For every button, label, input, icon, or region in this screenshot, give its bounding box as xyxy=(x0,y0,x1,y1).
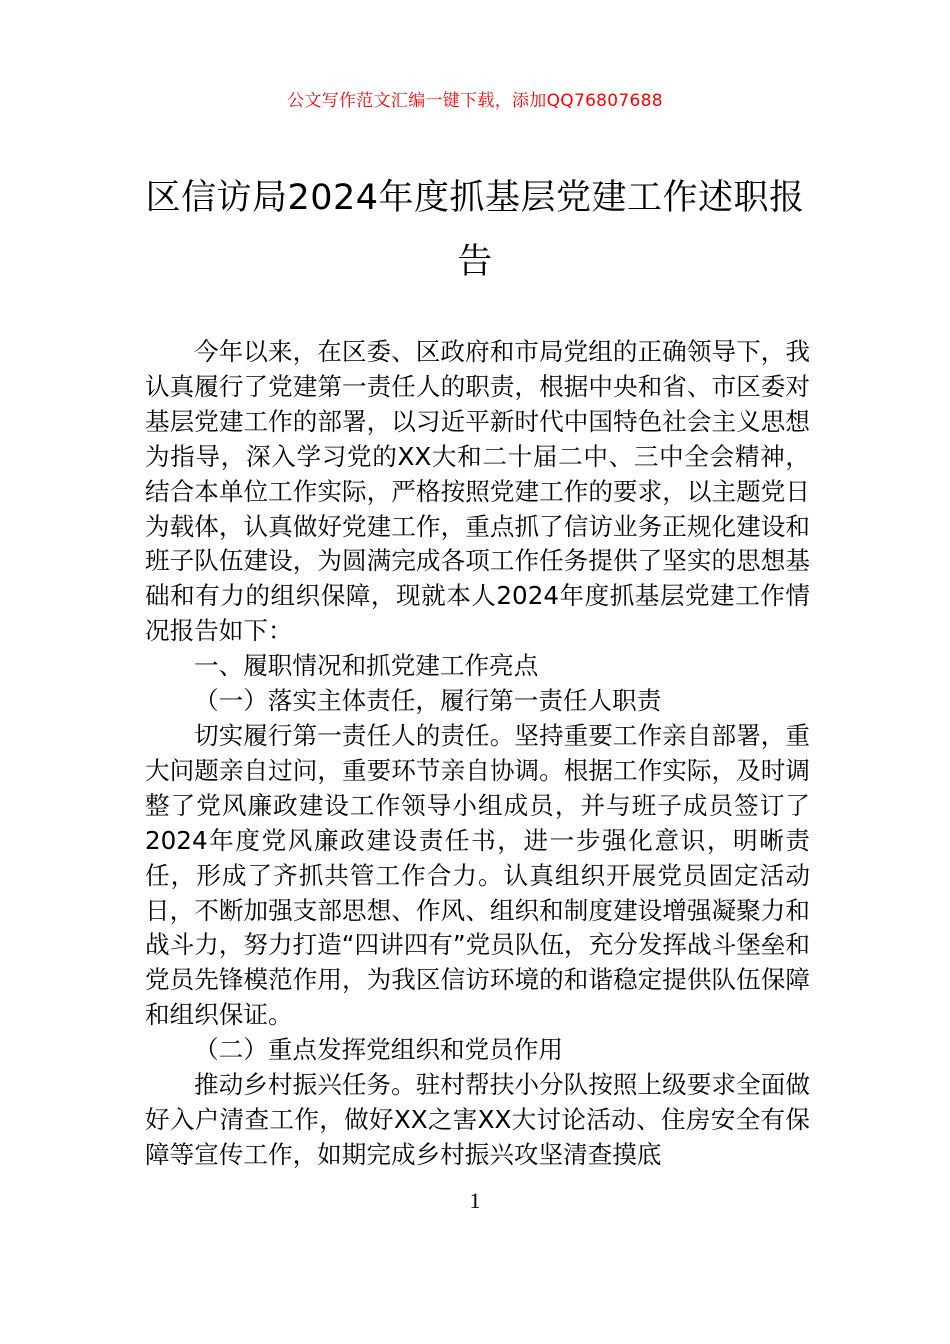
document-title: 区信访局2024年度抓基层党建工作述职报告 xyxy=(145,178,805,282)
body-paragraph-1: 切实履行第一责任人的责任。坚持重要工作亲自部署，重大问题亲自过问，重要环节亲自协调。根据工作实际，及时调整了党风廉政建设工作领导小组成员，并与班子成员签订了2024年度党风廉政建设责任书，进一步强化意识，明晰责任，形成了齐抓共管工作合力。认真组织开展党员固定活动日，不断加强支部思想、作风、组织和制度建设增强凝聚力和战斗力，努力打造“四讲四有”党员队伍，充分发挥战斗堡垒和党员先锋模范作用，为我区信访环境的和谐稳定提供队伍保障和组织保证。 xyxy=(145,720,810,1030)
document-body xyxy=(145,335,810,1173)
subsection-heading-2: （二）重点发挥党组织和党员作用 xyxy=(194,1035,563,1065)
header-ad-text: 公文写作范文汇编一键下载，添加QQ76807688 xyxy=(287,91,663,111)
body-paragraph-2: 推动乡村振兴任务。驻村帮扶小分队按照上级要求全面做好入户清查工作，做好XX之害XX大讨论活动、住房安全有保障等宣传工作，如期完成乡村振兴攻坚清查摸底 xyxy=(145,1070,810,1169)
intro-paragraph: 今年以来，在区委、区政府和市局党组的正确领导下，我认真履行了党建第一责任人的职责，根据中央和省、市区委对基层党建工作的部署，以习近平新时代中国特色社会主义思想为指导，深入学习党的XX大和二十届二中、三中全会精神，结合本单位工作实际，严格按照党建工作的要求，以主题党日为载体，认真做好党建工作，重点抓了信访业务正规化建设和班子队伍建设，为圆满完成各项工作任务提供了坚实的思想基础和有力的组织保障，现就本人2024年度抓基层党建工作情况报告如下： xyxy=(145,337,810,646)
page-number: 1 xyxy=(469,1188,481,1213)
subsection-heading-1: （一）落实主体责任，履行第一责任人职责 xyxy=(194,686,662,716)
section-heading-1: 一、履职情况和抓党建工作亮点 xyxy=(194,651,539,681)
